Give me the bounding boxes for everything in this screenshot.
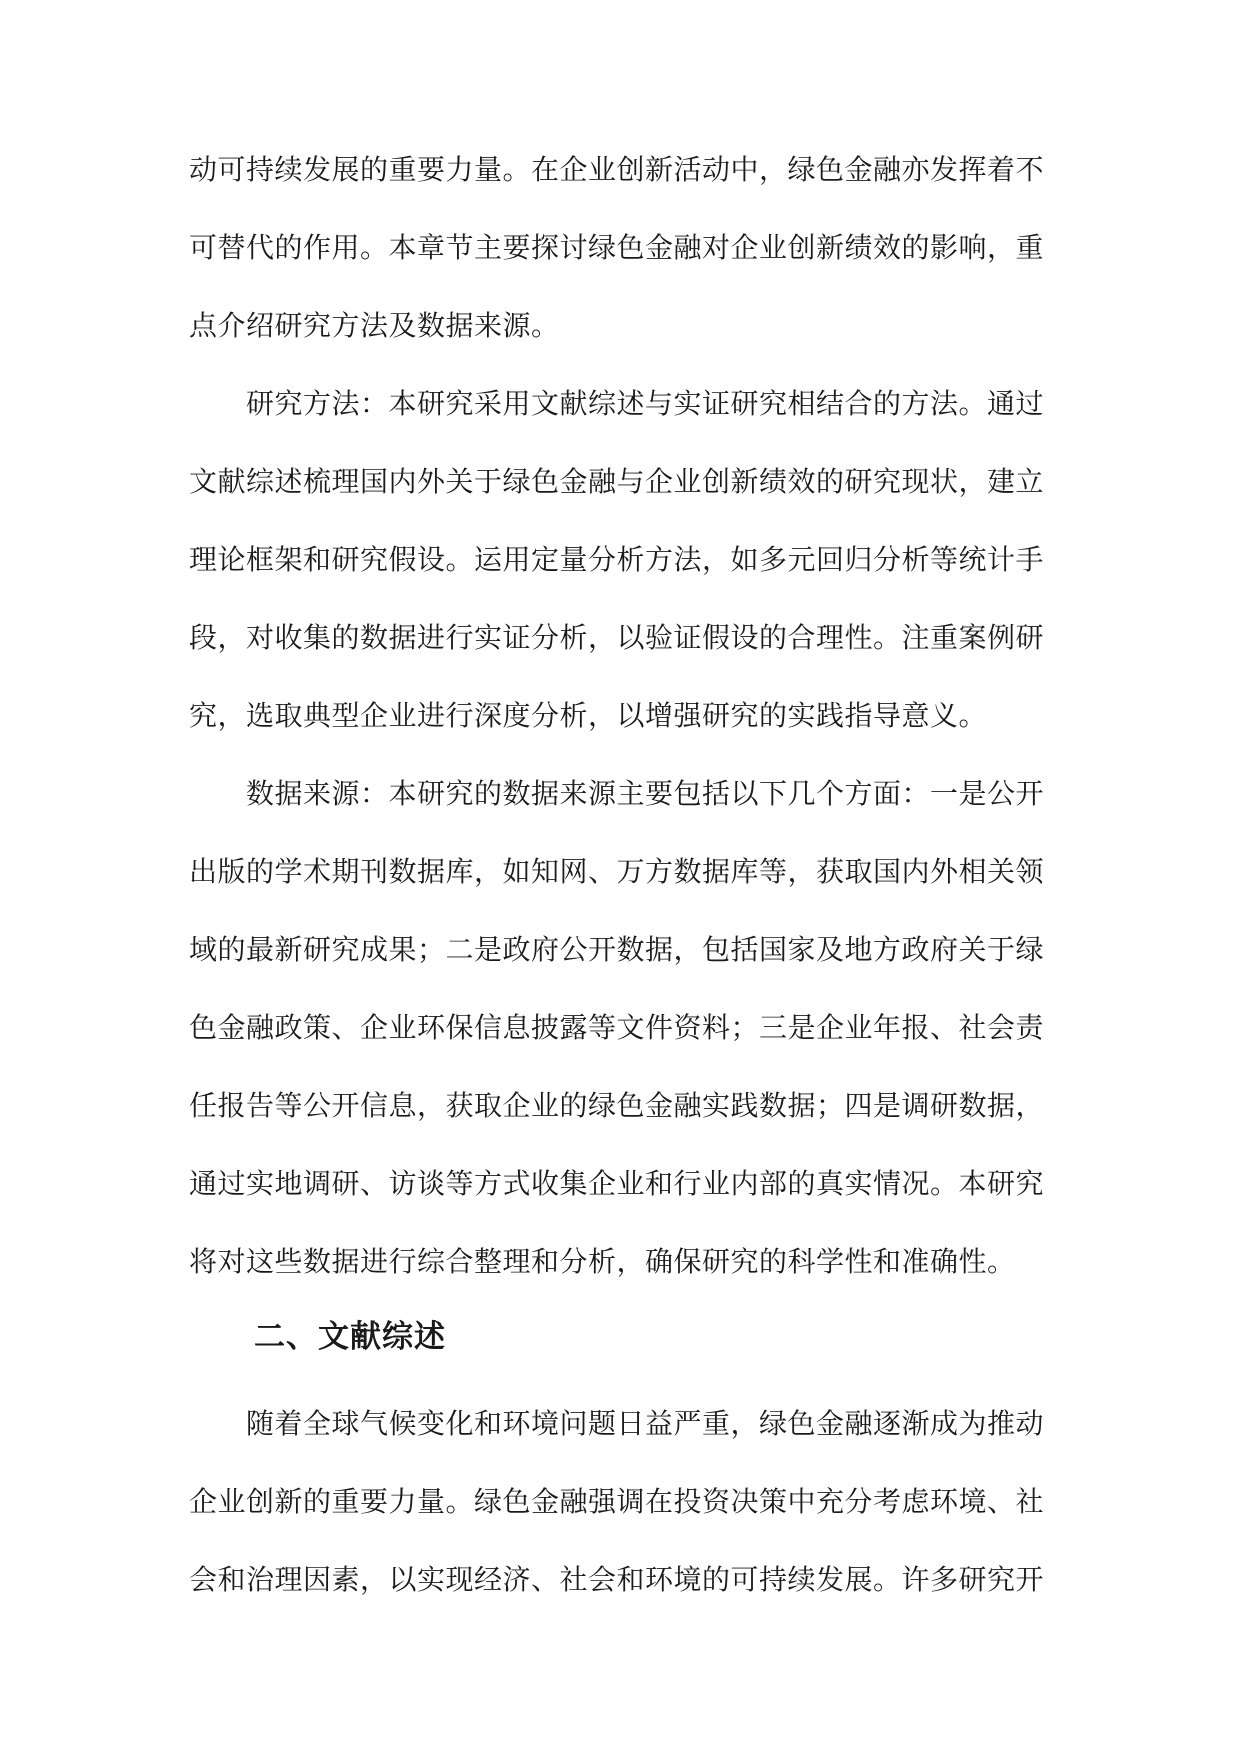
paragraph-review-line: 随着全球气候变化和环境问题日益严重，绿色金融逐渐成为推动 <box>246 1407 1045 1440</box>
paragraph-method-line: 理论框架和研究假设。运用定量分析方法，如多元回归分析等统计手 <box>189 543 1045 576</box>
paragraph-method-line: 文献综述梳理国内外关于绿色金融与企业创新绩效的研究现状，建立 <box>189 465 1045 498</box>
paragraph-data-line: 任报告等公开信息，获取企业的绿色金融实践数据；四是调研数据， <box>189 1089 1045 1122</box>
paragraph-data-line: 域的最新研究成果；二是政府公开数据，包括国家及地方政府关于绿 <box>189 933 1045 966</box>
paragraph-data-line: 出版的学术期刊数据库，如知网、万方数据库等，获取国内外相关领 <box>189 855 1045 888</box>
paragraph-method-line: 研究方法：本研究采用文献综述与实证研究相结合的方法。通过 <box>246 387 1045 420</box>
paragraph-data-line: 色金融政策、企业环保信息披露等文件资料；三是企业年报、社会责 <box>189 1011 1045 1044</box>
paragraph-intro-line: 动可持续发展的重要力量。在企业创新活动中，绿色金融亦发挥着不 <box>189 153 1045 186</box>
paragraph-review-line: 企业创新的重要力量。绿色金融强调在投资决策中充分考虑环境、社 <box>189 1485 1045 1518</box>
paragraph-review-line: 会和治理因素，以实现经济、社会和环境的可持续发展。许多研究开 <box>189 1563 1045 1596</box>
paragraph-data-line: 数据来源：本研究的数据来源主要包括以下几个方面：一是公开 <box>246 777 1045 810</box>
paragraph-intro-line: 点介绍研究方法及数据来源。 <box>189 309 560 342</box>
paragraph-data-line: 通过实地调研、访谈等方式收集企业和行业内部的真实情况。本研究 <box>189 1167 1045 1200</box>
paragraph-method-line: 段，对收集的数据进行实证分析，以验证假设的合理性。注重案例研 <box>189 621 1045 654</box>
paragraph-data-line: 将对这些数据进行综合整理和分析，确保研究的科学性和准确性。 <box>189 1245 1016 1278</box>
paragraph-intro-line: 可替代的作用。本章节主要探讨绿色金融对企业创新绩效的影响，重 <box>189 231 1045 264</box>
section-heading: 二、文献综述 <box>254 1319 446 1355</box>
paragraph-method-line: 究，选取典型企业进行深度分析，以增强研究的实践指导意义。 <box>189 699 988 732</box>
